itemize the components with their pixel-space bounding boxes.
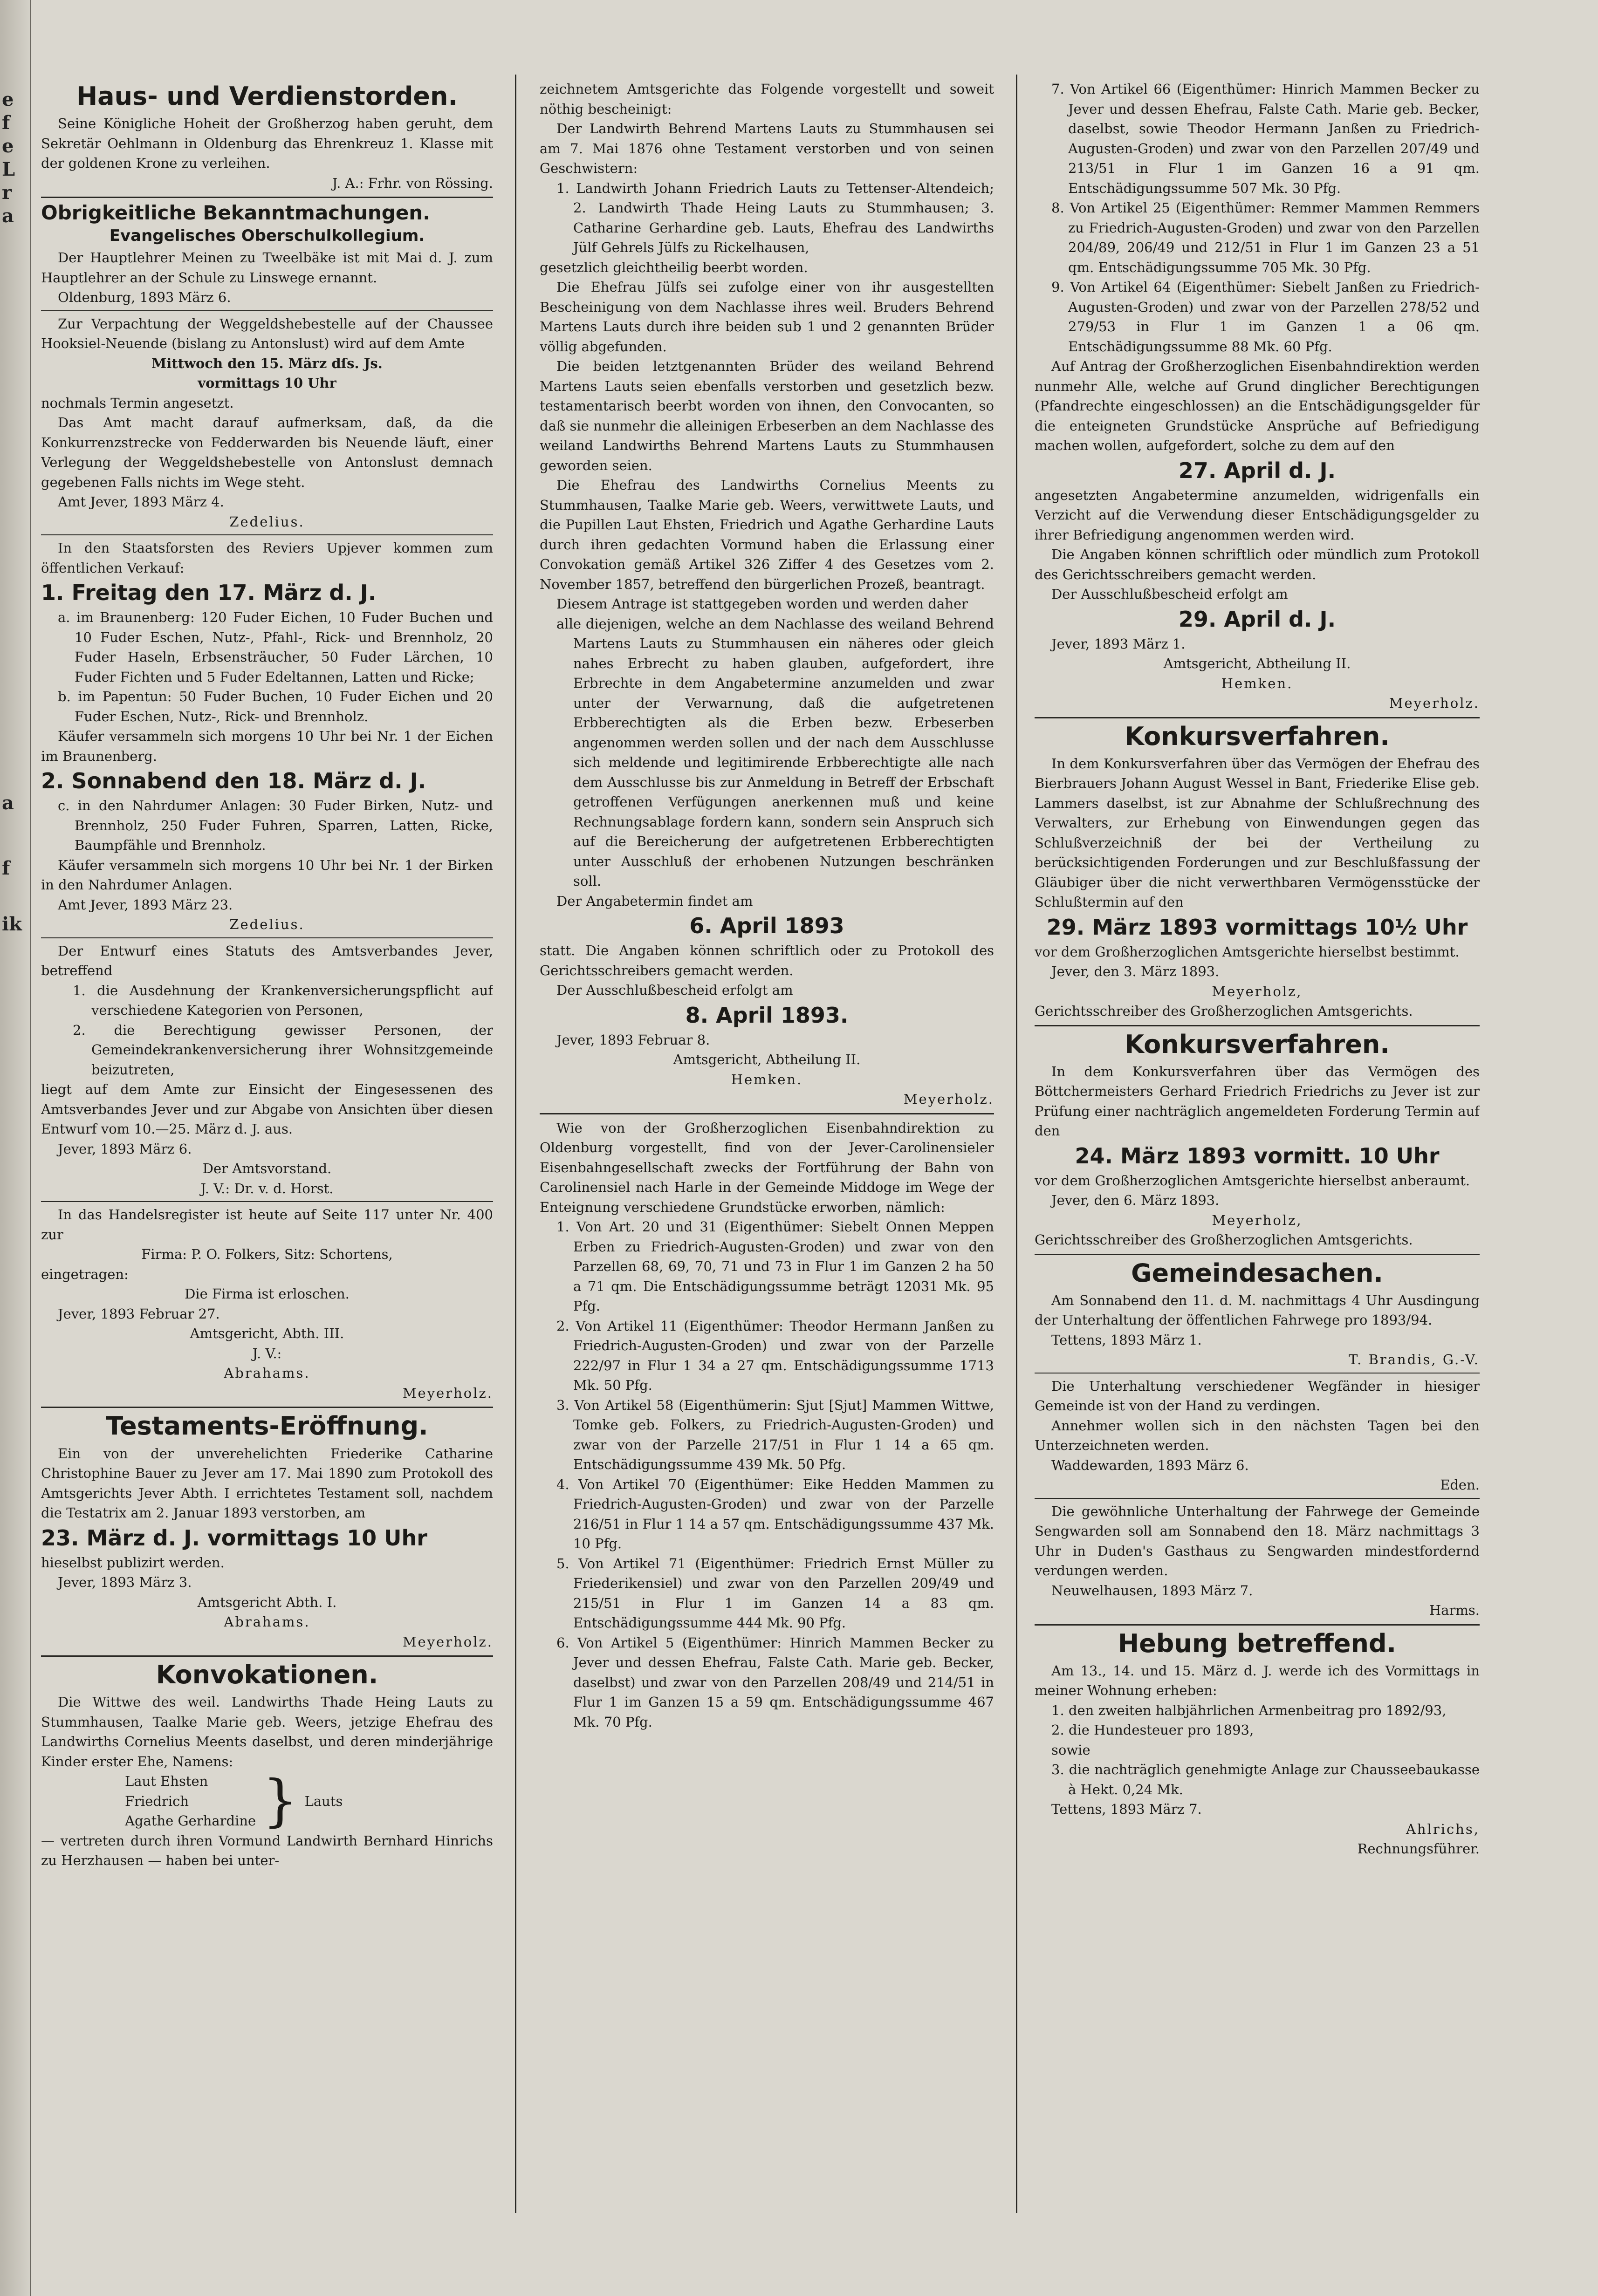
- section-title: Konkursverfahren.: [1125, 721, 1390, 751]
- dateline: Waddewarden, 1893 März 6.: [1051, 1457, 1249, 1473]
- signature: T. Brandis, G.-V.: [1349, 1352, 1480, 1368]
- paragraph: Am 13., 14. und 15. März d. J. werde ich des Vormittags in meiner Wohnung erheben:: [1035, 1662, 1480, 1699]
- divider: [1035, 1624, 1480, 1626]
- dateline: Oldenburg, 1893 März 6.: [58, 289, 231, 306]
- surname: Lauts: [304, 1793, 343, 1809]
- date-heading: 29. März 1893 vormittags 10½ Uhr: [1046, 914, 1468, 940]
- signature: Abrahams.: [224, 1365, 310, 1381]
- list-item: 1. die Ausdehnung der Krankenversicherungspflicht auf verschiedene Kategorien von Personen,: [73, 982, 493, 1018]
- signature: J. A.: Frhr. von Rössing.: [332, 175, 493, 191]
- section-title: Konvokationen.: [156, 1660, 378, 1690]
- date-heading: 8. April 1893.: [685, 1002, 849, 1028]
- paragraph: Die beiden letztgenannten Brüder des weiland Behrend Martens Lauts seien ebenfalls verstorben und gesetzlich bezw. testamentarisch beerbt worden von ihnen, den Convocanten, so daß sie nunmehr die alleinigen Erbeserben an dem Nachlasse des weiland Landwirths Behrend Martens Lauts zu Stummhausen geworden seien.: [540, 358, 994, 473]
- column-right: [1035, 79, 1480, 1859]
- section-title: Haus- und Verdienstorden.: [76, 82, 458, 111]
- signature: Ahlrichs,: [1406, 1821, 1480, 1837]
- signature: Rechnungsführer.: [1357, 1841, 1480, 1857]
- signature: Zedelius.: [229, 513, 305, 530]
- paragraph: Wie von der Großherzoglichen Eisenbahndirektion zu Oldenburg vorgestellt, find von der Jever-Carolinensieler Eisenbahngesellschaft zwecks der Fortführung der Bahn von Carolinensiel nach Harle in der Gemeinde Middoge im Wege der Enteignung verschiedene Grundstücke erworben, nämlich:: [540, 1120, 994, 1215]
- dateline: Jever, 1893 März 3.: [58, 1574, 192, 1591]
- paragraph: Der Hauptlehrer Meinen zu Tweelbäke ist mit Mai d. J. zum Hauptlehrer an der Schule zu Linswege ernannt.: [41, 250, 493, 286]
- child-name: Laut Ehsten: [125, 1773, 208, 1790]
- paragraph: 1. Landwirth Johann Friedrich Lauts zu Tettenser-Altendeich; 2. Landwirth Thade Heing Lauts zu Stummhausen; 3. Catharine Gerhardine geb. Lauts, Ehefrau des Landwirths Jülf Gehrels Jülfs zu Rickelhausen,: [556, 180, 994, 255]
- list-item: 2. die Hundesteuer pro 1893,: [1051, 1722, 1254, 1738]
- paragraph: Der Angabetermin findet am: [556, 893, 753, 909]
- signature: Amtsgericht Abth. I.: [197, 1594, 337, 1610]
- column-middle: [540, 79, 994, 1732]
- list-item: 9. Von Artikel 64 (Eigenthümer: Siebelt Janßen zu Friedrich-Augusten-Groden) und zwar von der Parzellen 278/52 und 279/53 in Flur 1 im Ganzen 1 a 06 qm. Entschädigungssumme 88 Mk. 60 Pfg.: [1051, 279, 1480, 355]
- list-item: 6. Von Artikel 5 (Eigenthümer: Hinrich Mammen Becker zu Jever und dessen Ehefrau, Falste Cath. Marie geb. Becker, daselbst) und zwar von den Parzellen 208/49 und 214/51 in Flur 1 im Ganzen 15 a 59 qm. Entschädigungssumme 467 Mk. 70 Pfg.: [556, 1634, 994, 1730]
- divider: [41, 310, 493, 311]
- edge-fragment: a: [2, 205, 14, 227]
- names-list: [125, 1771, 256, 1831]
- list-item: 8. Von Artikel 25 (Eigenthümer: Remmer Mammen Remmers zu Friedrich-Augusten-Groden) und zwar von den Parzellen 204/89, 206/49 und 212/51 in Flur 1 im Ganzen 23 a 51 qm. Entschädigungssumme 705 Mk. 30 Pfg.: [1051, 200, 1480, 275]
- paragraph: Ein von der unverehelichten Friederike Catharine Christophine Bauer zu Jever am 17. Mai 1890 zum Protokoll des Amtsgerichts Jever Abth. I errichtetes Testament soll, nachdem die Testatrix am 2. Januar 1893 verstorben, am: [41, 1445, 493, 1521]
- signature: Meyerholz.: [402, 1385, 493, 1401]
- paragraph: Die Unterhaltung verschiedener Wegfänder in hiesiger Gemeinde ist von der Hand zu verdingen.: [1035, 1378, 1480, 1414]
- paragraph: Diesem Antrage ist stattgegeben worden und werden daher: [556, 596, 968, 612]
- paragraph: — vertreten durch ihren Vormund Landwirth Bernhard Hinrichs zu Herzhausen — haben bei unter-: [41, 1832, 493, 1869]
- edge-fragment: r: [2, 182, 12, 204]
- paragraph: gesetzlich gleichtheilig beerbt worden.: [540, 259, 808, 275]
- list-item: 7. Von Artikel 66 (Eigenthümer: Hinrich Mammen Becker zu Jever und dessen Ehefrau, Falste Cath. Marie geb. Becker, daselbst, sowie Theodor Hermann Janßen zu Friedrich-Augusten-Groden) und zwar von den Parzellen 207/49 und 213/51 in Flur 1 im Ganzen 16 a 91 qm. Entschädigungssumme 507 Mk. 30 Pfg.: [1051, 81, 1480, 196]
- dateline: Jever, den 3. März 1893.: [1051, 964, 1220, 980]
- section-title: Gemeindesachen.: [1131, 1258, 1383, 1288]
- date-heading: 27. April d. J.: [1178, 458, 1336, 483]
- date-heading: 29. April d. J.: [1178, 606, 1336, 632]
- paragraph: In das Handelsregister ist heute auf Seite 117 unter Nr. 400 zur: [41, 1207, 493, 1243]
- paragraph: eingetragen:: [41, 1266, 129, 1282]
- section-title: Obrigkeitliche Bekanntmachungen.: [41, 201, 431, 225]
- dateline: Jever, 1893 Februar 27.: [58, 1305, 220, 1322]
- section-title: Hebung betreffend.: [1118, 1628, 1397, 1658]
- divider: [1035, 1254, 1480, 1255]
- paragraph: Annehmer wollen sich in den nächsten Tagen bei den Unterzeichneten werden.: [1035, 1417, 1480, 1454]
- list-item: 3. die nachträglich genehmigte Anlage zur Chausseebaukasse à Hekt. 0,24 Mk.: [1051, 1762, 1480, 1797]
- paragraph: Die Angaben können schriftlich oder mündlich zum Protokoll des Gerichtsschreibers gemacht werden.: [1035, 547, 1480, 582]
- section-subtitle: Evangelisches Oberschulkollegium.: [109, 226, 425, 246]
- signature: Hemken.: [1221, 675, 1293, 691]
- time-emphasis: vormittags 10 Uhr: [198, 375, 336, 391]
- edge-fragment: f: [2, 112, 10, 134]
- paragraph: Die Ehefrau des Landwirths Cornelius Meents zu Stummhausen, Taalke Marie geb. Weers, verwittwete Lauts, und die Pupillen Laut Ehsten, Friedrich und Agathe Gerhardine Lauts durch ihren gedachten Vormund haben die Erlassung einer Convokation gemäß Artikel 326 Ziffer 4 des Gesetzes vom 2. November 1857, betreffend den bürgerlichen Prozeß, beantragt.: [540, 477, 994, 592]
- signature: Abrahams.: [224, 1614, 310, 1630]
- paragraph: In den Staatsforsten des Reviers Upjever kommen zum öffentlichen Verkauf:: [41, 540, 493, 576]
- paragraph: Seine Königliche Hoheit der Großherzog haben geruht, dem Sekretär Oehlmann in Oldenburg das Ehrenkreuz 1. Klasse mit der goldenen Krone zu verleihen.: [41, 116, 493, 171]
- divider: [540, 1113, 994, 1114]
- list-item: 4. Von Artikel 70 (Eigenthümer: Eike Hedden Mammen zu Friedrich-Augusten-Groden) und zwar von der Parzelle 216/51 in Flur 1 14 a 57 qm. Entschädigungssumme 437 Mk. 10 Pfg.: [556, 1476, 994, 1551]
- signature: Amtsgericht, Abtheilung II.: [1163, 656, 1351, 671]
- divider: [41, 197, 493, 198]
- paragraph: Der Ausschlußbescheid erfolgt am: [1051, 586, 1288, 602]
- divider: [41, 1655, 493, 1657]
- signature: Der Amtsvorstand.: [202, 1161, 332, 1177]
- child-name: Agathe Gerhardine: [125, 1813, 256, 1829]
- paragraph: Die Ehefrau Jülfs sei zufolge einer von ihr ausgestellten Bescheinigung von dem Nachlasse ihres weil. Bruders Behrend Martens Lauts durch ihre beiden sub 1 und 2 genannten Brüder völlig abgefunden.: [540, 279, 994, 355]
- divider: [41, 937, 493, 938]
- date-heading: 2. Sonnabend den 18. März d. J.: [41, 768, 426, 794]
- signature: Zedelius.: [229, 916, 305, 933]
- signature: Meyerholz,: [1212, 983, 1303, 999]
- paragraph: Auf Antrag der Großherzoglichen Eisenbahndirektion werden nunmehr Alle, welche auf Grund dinglicher Berechtigungen (Pfandrechte eingeschlossen) an die Entschädigungsgelder für die enteigneten Grundstücke Ansprüche auf Befriedigung machen wollen, aufgefordert, solche zu dem auf den: [1035, 358, 1480, 453]
- dateline: Amt Jever, 1893 März 4.: [58, 494, 224, 510]
- list-item: 3. Von Artikel 58 (Eigenthümerin: Sjut [Sjut] Mammen Wittwe, Tomke geb. Folkers, zu Friedrich-Augusten-Groden) und zwar von der Parzelle 217/51 in Flur 1 14 a 65 qm. Entschädigungssumme 439 Mk. 50 Pfg.: [556, 1397, 994, 1472]
- date-heading: 23. März d. J. vormittags 10 Uhr: [41, 1525, 427, 1551]
- paragraph: Käufer versammeln sich morgens 10 Uhr bei Nr. 1 der Eichen im Braunenberg.: [41, 728, 493, 764]
- edge-fragment: a: [2, 792, 14, 814]
- signature: Gerichtsschreiber des Großherzoglichen Amtsgerichts.: [1035, 1232, 1413, 1248]
- paragraph: statt. Die Angaben können schriftlich oder zu Protokoll des Gerichtsschreibers gemacht werden.: [540, 943, 994, 978]
- list-item: b. im Papentun: 50 Fuder Buchen, 10 Fuder Eichen und 20 Fuder Eschen, Nutz-, Rick- und Brennholz.: [58, 689, 493, 724]
- list-item: c. in den Nahrdumer Anlagen: 30 Fuder Birken, Nutz- und Brennholz, 250 Fuder Fuhren, Sparren, Latten, Ricke, Baumpfähle und Brennholz.: [58, 798, 493, 854]
- section-title: Testaments-Eröffnung.: [106, 1411, 428, 1441]
- signature: Hemken.: [731, 1071, 803, 1087]
- signature: Meyerholz.: [903, 1091, 994, 1107]
- list-item: a. im Braunenberg: 120 Fuder Eichen, 10 Fuder Buchen und 10 Fuder Eschen, Nutz-, Pfahl-, Rick- und Brennholz, 20 Fuder Haseln, Erbsensträucher, 50 Fuder Lärchen, 10 Fuder Fichten und 5 Fuder Edeltannen, Latten und Ricke;: [58, 609, 493, 685]
- binding-gutter: [0, 0, 31, 2296]
- paragraph: Das Amt macht darauf aufmerksam, daß, da die Konkurrenzstrecke von Fedderwarden bis Neuende läuft, einer Verlegung der Weggeldshebestelle von Antonslust demnach gegebenen Falls nichts im Wege steht.: [41, 415, 493, 490]
- dateline: Neuwelhausen, 1893 März 7.: [1051, 1582, 1253, 1599]
- paragraph: alle diejenigen, welche an dem Nachlasse des weiland Behrend Martens Lauts zu Stummhausen ein näheres oder gleich nahes Erbrecht zu haben glauben, aufgefordert, ihre Erbrechte in dem Angabetermine anzumelden und zwar unter der Verwarnung, daß die aufgetretenen Erbberechtigten als die Erben bezw. Erbeserben angenommen werden sollen und der nach dem Ausschlusse sich meldende und legitimirende Erbberechtigte alle nach dem Ausschlusse bis zur Anmeldung in Betreff der Erbschaft getroffenen Verfügungen anerkennen muß und keine Rechnungsablage fordern kann, sondern sein Anspruch sich auf die Bereicherung der aufgetretenen Erbberechtigten unter Ausschluß der erhobenen Nutzungen beschränken soll.: [556, 615, 994, 889]
- signature: Eden.: [1440, 1477, 1480, 1493]
- paragraph: Die gewöhnliche Unterhaltung der Fahrwege der Gemeinde Sengwarden soll am Sonnabend den 18. März nachmittags 3 Uhr in Duden's Gasthaus zu Sengwarden mindestfordernd verdungen werden.: [1035, 1503, 1480, 1579]
- paragraph: Der Entwurf eines Statuts des Amtsverbandes Jever, betreffend: [41, 943, 493, 979]
- list-item: 2. Von Artikel 11 (Eigenthümer: Theodor Hermann Janßen zu Friedrich-Augusten-Groden) und zwar von der Parzelle 222/97 in Flur 1 34 a 27 qm. Entschädigungssumme 1713 Mk. 50 Pfg.: [556, 1318, 994, 1393]
- edge-fragment: L: [2, 158, 15, 180]
- list-item: 1. den zweiten halbjährlichen Armenbeitrag pro 1892/93,: [1051, 1702, 1447, 1718]
- list-item: 5. Von Artikel 71 (Eigenthümer: Friedrich Ernst Müller zu Friederikensiel) und zwar von den Parzellen 209/49 und 215/51 in Flur 1 im Ganzen 14 a 83 qm. Entschädigungssumme 444 Mk. 90 Pfg.: [556, 1555, 994, 1631]
- date-heading: 6. April 1893: [689, 913, 844, 938]
- divider: [1035, 1025, 1480, 1026]
- paragraph: Zur Verpachtung der Weggeldshebestelle auf der Chaussee Hooksiel-Neuende (bislang zu Antonslust) wird auf dem Amte: [41, 315, 493, 352]
- signature: Harms.: [1429, 1602, 1480, 1619]
- list-item: sowie: [1051, 1742, 1090, 1758]
- paragraph: angesetzten Angabetermine anzumelden, widrigenfalls ein Verzicht auf die Verwendung dieser Entschädigungsgelder zu ihrer Befriedigung angenommen werden wird.: [1035, 487, 1480, 543]
- signature: J. V.: Dr. v. d. Horst.: [200, 1180, 334, 1196]
- dateline: Jever, 1893 März 1.: [1051, 636, 1186, 652]
- firm-name: Firma: P. O. Folkers, Sitz: Schortens,: [141, 1246, 393, 1263]
- brace-icon: }: [262, 1768, 298, 1833]
- paragraph: hieselbst publizirt werden.: [41, 1554, 225, 1571]
- signature: Meyerholz,: [1212, 1212, 1303, 1228]
- paragraph: Die Firma ist erloschen.: [185, 1286, 350, 1302]
- paragraph: vor dem Großherzoglichen Amtsgerichte hierselbst anberaumt.: [1035, 1172, 1470, 1189]
- signature: Meyerholz.: [402, 1633, 493, 1650]
- signature: Meyerholz.: [1389, 695, 1480, 711]
- list-item: 1. Von Art. 20 und 31 (Eigenthümer: Siebelt Onnen Meppen Erben zu Friedrich-Augusten-Groden) und zwar von den Parzellen 68, 69, 70, 71 und 73 in Flur 1 im Ganzen 2 ha 50 a 71 qm. Die Entschädigungssumme beträgt 12031 Mk. 95 Pfg.: [556, 1219, 994, 1314]
- edge-fragment: f: [2, 857, 10, 879]
- divider: [1035, 717, 1480, 718]
- divider: [1035, 1498, 1480, 1499]
- list-item: 2. die Berechtigung gewisser Personen, der Gemeindekrankenversicherung ihrer Wohnsitzgemeinde beizutreten,: [73, 1022, 493, 1078]
- child-name: Friedrich: [125, 1793, 189, 1809]
- paragraph: In dem Konkursverfahren über das Vermögen des Böttchermeisters Gerhard Friedrich Friedrichs zu Jever ist zur Prüfung einer nachträglich angemeldeten Forderung Termin auf den: [1035, 1063, 1480, 1139]
- divider: [41, 1407, 493, 1408]
- divider: [41, 1201, 493, 1202]
- signature: J. V.:: [252, 1345, 282, 1361]
- signature: Gerichtsschreiber des Großherzoglichen Amtsgerichts.: [1035, 1003, 1413, 1019]
- paragraph: In dem Konkursverfahren über das Vermögen der Ehefrau des Bierbrauers Johann August Wessel in Bant, Friederike Elise geb. Lammers daselbst, ist zur Abnahme der Schlußrechnung des Verwalters, zur Erhebung von Einwendungen gegen das Schlußverzeichniß der bei der Vertheilung zu berücksichtigenden Forderungen und zur Beschlußfassung der Gläubiger über die nicht verwerthbaren Vermögensstücke der Schlußtermin auf den: [1035, 755, 1480, 910]
- edge-fragment: e: [2, 89, 14, 110]
- signature: Amtsgericht, Abtheilung II.: [673, 1052, 861, 1067]
- names-group: [125, 1768, 493, 1833]
- paragraph: Die Wittwe des weil. Landwirths Thade Heing Lauts zu Stummhausen, Taalke Marie geb. Weers, jetzige Ehefrau des Landwirths Cornelius Meents daselbst, und deren minderjährige Kinder erster Ehe, Namens:: [41, 1694, 493, 1770]
- section-title: Konkursverfahren.: [1125, 1029, 1390, 1059]
- date-heading: 24. März 1893 vormitt. 10 Uhr: [1075, 1143, 1440, 1168]
- column-rule: [515, 75, 516, 2213]
- divider: [1035, 1373, 1480, 1374]
- divider: [41, 534, 493, 535]
- paragraph: Käufer versammeln sich morgens 10 Uhr bei Nr. 1 der Birken in den Nahrdumer Anlagen.: [41, 857, 493, 893]
- column-rule: [1016, 75, 1017, 2213]
- paragraph: vor dem Großherzoglichen Amtsgerichte hierselbst bestimmt.: [1035, 943, 1460, 960]
- dateline: Jever, 1893 März 6.: [58, 1141, 192, 1157]
- paragraph: zeichnetem Amtsgerichte das Folgende vorgestellt und soweit nöthig bescheinigt:: [540, 81, 994, 117]
- dateline: Tettens, 1893 März 1.: [1051, 1332, 1202, 1348]
- date-emphasis: Mittwoch den 15. März dſs. Js.: [151, 355, 383, 371]
- dateline: Amt Jever, 1893 März 23.: [58, 896, 233, 913]
- signature: Amtsgericht, Abth. III.: [190, 1326, 344, 1342]
- dateline: Jever, den 6. März 1893.: [1051, 1192, 1220, 1209]
- edge-fragment: ik: [2, 913, 22, 935]
- paragraph: Der Ausschlußbescheid erfolgt am: [556, 982, 793, 998]
- date-heading: 1. Freitag den 17. März d. J.: [41, 580, 377, 606]
- dateline: Jever, 1893 Februar 8.: [556, 1032, 710, 1048]
- paragraph: Der Landwirth Behrend Martens Lauts zu Stummhausen sei am 7. Mai 1876 ohne Testament verstorben und von seinen Geschwistern:: [540, 121, 994, 176]
- paragraph: nochmals Termin angesetzt.: [41, 395, 234, 411]
- dateline: Tettens, 1893 März 7.: [1051, 1801, 1202, 1818]
- edge-fragment: e: [2, 135, 14, 157]
- paragraph: Am Sonnabend den 11. d. M. nachmittags 4 Uhr Ausdingung der Unterhaltung der öffentlichen Fahrwege pro 1893/94.: [1035, 1292, 1480, 1328]
- paragraph: liegt auf dem Amte zur Einsicht der Eingesessenen des Amtsverbandes Jever und zur Abgabe von Ansichten über diesen Entwurf vom 10.—25. März d. J. aus.: [41, 1081, 493, 1137]
- column-left: [41, 79, 493, 1871]
